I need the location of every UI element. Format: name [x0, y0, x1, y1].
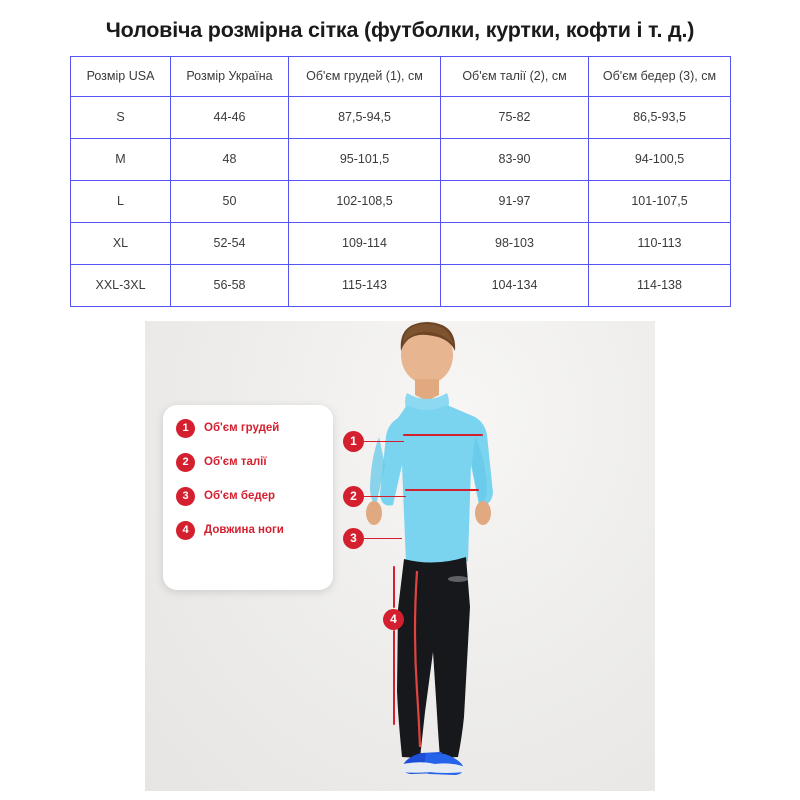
legend-badge-4: 4: [176, 521, 195, 540]
legend-label-hips: Об'єм бедер: [204, 490, 276, 503]
cell-size-usa: L: [71, 180, 171, 222]
column-header-ukraine: Розмір Україна: [171, 56, 289, 96]
cell-chest: 115-143: [289, 264, 441, 306]
legend-item-leg-length: [176, 521, 323, 540]
column-header-chest: Об'єм грудей (1), см: [289, 56, 441, 96]
cell-hips: 110-113: [589, 222, 731, 264]
cell-hips: 94-100,5: [589, 138, 731, 180]
legend-badge-2: 2: [176, 453, 195, 472]
table-body: [71, 96, 731, 306]
cell-hips: 86,5-93,5: [589, 96, 731, 138]
cell-size-usa: S: [71, 96, 171, 138]
legend-badge-1: 1: [176, 419, 195, 438]
column-header-usa: Розмір USA: [71, 56, 171, 96]
cell-waist: 98-103: [441, 222, 589, 264]
leader-line-1: [364, 441, 404, 443]
table-row: [71, 138, 731, 180]
table-header: [71, 56, 731, 96]
leg-length-line-lower: [393, 630, 395, 725]
cell-waist: 104-134: [441, 264, 589, 306]
cell-size-ukraine: 56-58: [171, 264, 289, 306]
legend-label-waist: Об'єм талії: [204, 456, 267, 469]
table-header-row: [71, 56, 731, 96]
cell-size-ukraine: 48: [171, 138, 289, 180]
cell-waist: 83-90: [441, 138, 589, 180]
table-row: [71, 180, 731, 222]
measure-line-chest: [403, 434, 483, 436]
column-header-waist: Об'єм талії (2), см: [441, 56, 589, 96]
marker-4-leg-length: 4: [383, 609, 404, 630]
leader-line-3: [364, 538, 402, 540]
leg-length-line-upper: [393, 566, 395, 608]
measurement-illustration: [145, 321, 655, 791]
legend-item-hips: [176, 487, 323, 506]
legend-label-chest: Об'єм грудей: [204, 422, 280, 435]
cell-size-ukraine: 52-54: [171, 222, 289, 264]
size-table: [70, 56, 731, 307]
legend-card: [163, 405, 333, 590]
cell-chest: 87,5-94,5: [289, 96, 441, 138]
cell-chest: 95-101,5: [289, 138, 441, 180]
cell-chest: 102-108,5: [289, 180, 441, 222]
cell-chest: 109-114: [289, 222, 441, 264]
marker-1-chest: 1: [343, 431, 364, 452]
legend-item-waist: [176, 453, 323, 472]
table-row: [71, 264, 731, 306]
measure-line-waist: [405, 489, 479, 491]
legend-item-chest: [176, 419, 323, 438]
cell-hips: 114-138: [589, 264, 731, 306]
legend-badge-3: 3: [176, 487, 195, 506]
cell-hips: 101-107,5: [589, 180, 731, 222]
marker-3-hips: 3: [343, 528, 364, 549]
page-title: Чоловіча розмірна сітка (футболки, куртки, кофти і т. д.): [105, 18, 695, 42]
cell-size-ukraine: 50: [171, 180, 289, 222]
cell-size-usa: XL: [71, 222, 171, 264]
leader-line-2: [364, 496, 406, 498]
size-table-container: [0, 56, 800, 307]
column-header-hips: Об'єм бедер (3), см: [589, 56, 731, 96]
cell-size-usa: M: [71, 138, 171, 180]
cell-waist: 91-97: [441, 180, 589, 222]
table-row: [71, 96, 731, 138]
cell-size-usa: XXL-3XL: [71, 264, 171, 306]
cell-size-ukraine: 44-46: [171, 96, 289, 138]
table-row: [71, 222, 731, 264]
cell-waist: 75-82: [441, 96, 589, 138]
marker-2-waist: 2: [343, 486, 364, 507]
legend-label-leg-length: Довжина ноги: [204, 524, 284, 537]
